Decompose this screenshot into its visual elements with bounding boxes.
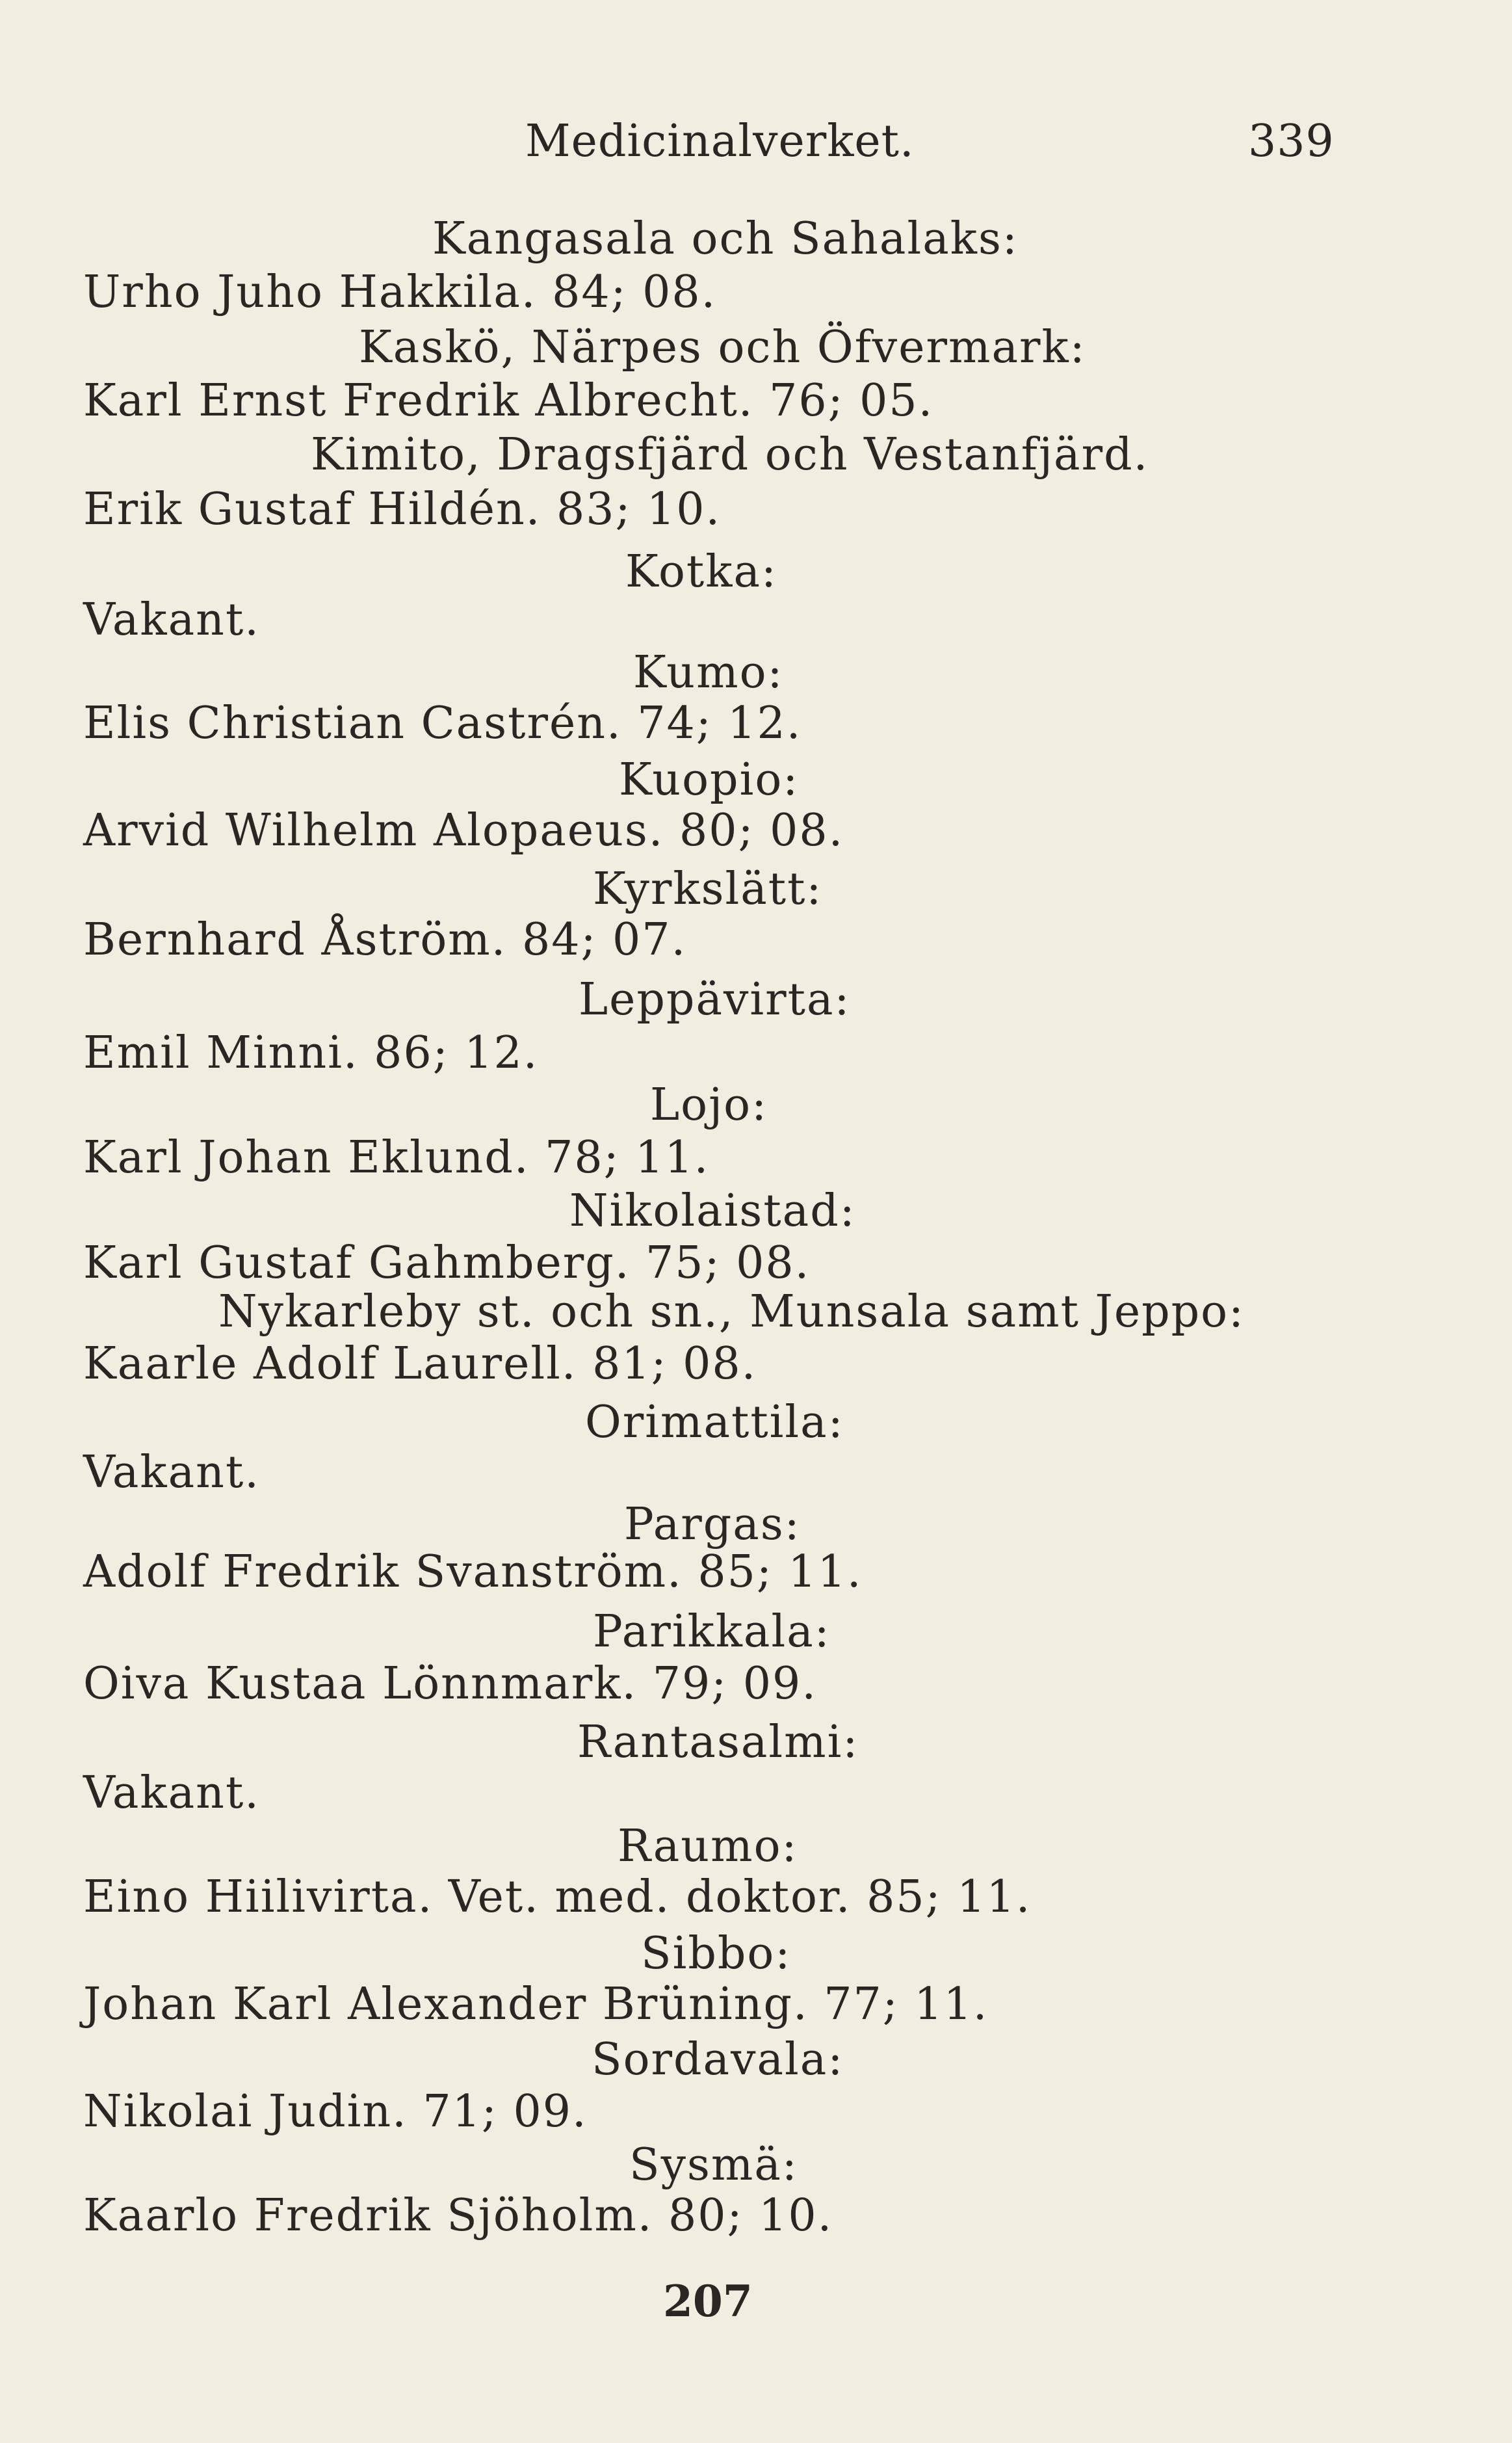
person-entry: Kaarle Adolf Laurell. 81; 08. bbox=[83, 1338, 757, 1390]
place-heading: Leppävirta: bbox=[579, 974, 851, 1025]
person-entry: Arvid Wilhelm Alopaeus. 80; 08. bbox=[83, 805, 844, 856]
place-heading: Kumo: bbox=[633, 647, 784, 698]
running-header bbox=[0, 116, 1512, 174]
person-entry: Elis Christian Castrén. 74; 12. bbox=[83, 698, 802, 749]
place-heading: Sibbo: bbox=[641, 1928, 792, 1979]
person-entry: Erik Gustaf Hildén. 83; 10. bbox=[83, 484, 722, 535]
person-entry: Urho Juho Hakkila. 84; 08. bbox=[83, 267, 717, 318]
place-heading: Pargas: bbox=[624, 1499, 801, 1550]
person-entry: Nikolai Judin. 71; 09. bbox=[83, 2086, 588, 2137]
person-entry: Vakant. bbox=[83, 1767, 260, 1819]
person-entry: Vakant. bbox=[83, 1447, 260, 1498]
place-heading: Kotka: bbox=[625, 546, 777, 598]
person-entry: Kaarlo Fredrik Sjöholm. 80; 10. bbox=[83, 2190, 833, 2241]
place-heading: Kyrkslätt: bbox=[593, 864, 823, 915]
person-entry: Vakant. bbox=[83, 594, 260, 646]
place-heading: Rantasalmi: bbox=[577, 1717, 859, 1768]
place-heading: Nikolaistad: bbox=[569, 1185, 856, 1237]
place-heading: Orimattila: bbox=[585, 1397, 844, 1448]
place-heading: Sysmä: bbox=[629, 2139, 798, 2191]
person-entry: Oiva Kustaa Lönnmark. 79; 09. bbox=[83, 1658, 817, 1710]
page-number: 339 bbox=[1248, 116, 1335, 167]
place-heading: Parikkala: bbox=[593, 1606, 831, 1657]
place-heading: Nykarleby st. och sn., Munsala samt Jeppo: bbox=[218, 1286, 1245, 1338]
person-entry: Karl Ernst Fredrik Albrecht. 76; 05. bbox=[83, 375, 934, 427]
person-entry: Karl Johan Eklund. 78; 11. bbox=[83, 1132, 710, 1183]
place-heading: Kimito, Dragsfjärd och Vestanfjärd. bbox=[311, 429, 1149, 481]
place-heading: Kaskö, Närpes och Öfvermark: bbox=[359, 322, 1086, 373]
place-heading: Kangasala och Sahalaks: bbox=[432, 213, 1019, 265]
person-entry: Eino Hiilivirta. Vet. med. doktor. 85; 11. bbox=[83, 1871, 1032, 1923]
person-entry: Bernhard Åström. 84; 07. bbox=[83, 914, 687, 966]
place-heading: Sordavala: bbox=[592, 2034, 844, 2085]
person-entry: Johan Karl Alexander Brüning. 77; 11. bbox=[83, 1979, 989, 2030]
printer-signature-mark: 207 bbox=[663, 2276, 753, 2327]
place-heading: Lojo: bbox=[650, 1079, 768, 1131]
person-entry: Karl Gustaf Gahmberg. 75; 08. bbox=[83, 1237, 811, 1289]
place-heading: Kuopio: bbox=[619, 754, 800, 806]
person-entry: Emil Minni. 86; 12. bbox=[83, 1027, 539, 1079]
place-heading: Raumo: bbox=[618, 1821, 798, 1872]
person-entry: Adolf Fredrik Svanström. 85; 11. bbox=[83, 1546, 863, 1598]
running-title: Medicinalverket. bbox=[525, 116, 915, 167]
